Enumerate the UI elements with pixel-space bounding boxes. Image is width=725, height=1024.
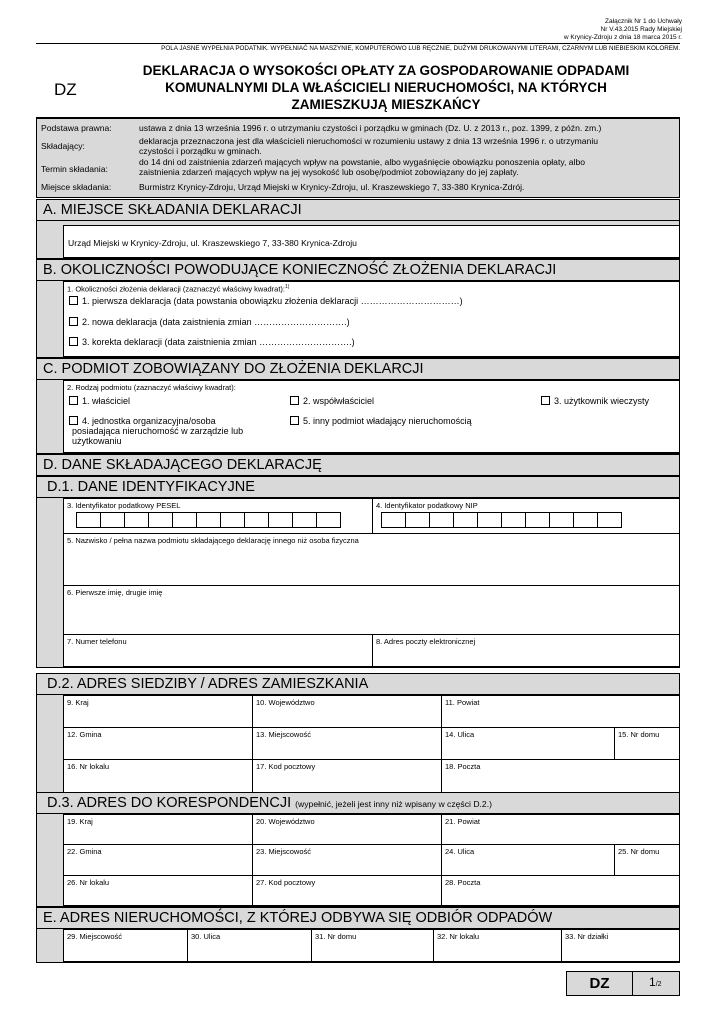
circumstances-label-text: 1. Okoliczności złożenia deklaracji (zaznaczyć właściwy kwadrat): xyxy=(67,284,285,294)
basis-value: ustawa z dnia 13 września 1996 r. o utrzymaniu czystości i porządku w gminach (Dz. U. z 2013 r., poz. 1399, z późn. zm.) xyxy=(139,123,602,133)
option-correction-label: 3. korekta deklaracji (data zaistnienia zmian ………………………….) xyxy=(82,337,355,347)
form-code: DZ xyxy=(54,80,77,99)
d2-postal-code-label: 17. Kod pocztowy xyxy=(256,762,316,771)
d3-post-office-field[interactable] xyxy=(441,875,680,906)
checkbox-new[interactable] xyxy=(69,317,78,326)
e-locality-field[interactable] xyxy=(63,929,188,962)
nip-digit-box[interactable] xyxy=(381,512,406,528)
d3-locality-field[interactable] xyxy=(252,844,442,876)
pesel-digit-box[interactable] xyxy=(220,512,245,528)
deadline-value xyxy=(139,157,585,177)
section-c-body xyxy=(36,380,680,454)
d2-postal-code-field[interactable] xyxy=(252,759,442,793)
first-names-label: 6. Pierwsze imię, drugie imię xyxy=(67,588,163,597)
nip-digit-box[interactable] xyxy=(501,512,526,528)
pesel-digit-box[interactable] xyxy=(100,512,125,528)
d3-locality-label: 23. Miejscowość xyxy=(256,847,312,856)
nip-digit-box[interactable] xyxy=(549,512,574,528)
footer-box xyxy=(566,971,680,996)
pesel-digit-box[interactable] xyxy=(124,512,149,528)
d2-street-field[interactable] xyxy=(441,727,615,760)
d2-locality-label: 13. Miejscowość xyxy=(256,730,312,739)
filer-value xyxy=(139,136,598,156)
d3-postal-code-field[interactable] xyxy=(252,875,442,906)
title-block xyxy=(36,52,680,118)
entity-name-label: 5. Nazwisko / pełna nazwa podmiotu składającego deklarację innego niż osoba fizyczna xyxy=(67,536,359,545)
e-street-label: 30. Ulica xyxy=(191,932,221,941)
e-street-field[interactable] xyxy=(187,929,312,962)
phone-field[interactable] xyxy=(63,634,373,667)
circumstances-field xyxy=(63,281,680,357)
option-first-label: 1. pierwsza deklaracja (data powstania obowiązku złożenia deklaracji ……………………………) xyxy=(82,296,463,306)
option-new-declaration[interactable] xyxy=(69,317,350,327)
title-line-3: ZAMIESZKUJĄ MIESZKAŃCY xyxy=(291,97,481,112)
section-a-title: A. MIEJSCE SKŁADANIA DEKLARACJI xyxy=(36,199,680,221)
option-perpetual-user-label: 3. użytkownik wieczysty xyxy=(554,396,650,406)
d2-voivodeship-label: 10. Województwo xyxy=(256,698,315,707)
d3-voivodeship-label: 20. Województwo xyxy=(256,817,315,826)
checkbox-other-entity[interactable] xyxy=(290,416,299,425)
option-owner-label: 1. właściciel xyxy=(82,396,131,406)
deadline-value-line-2: zaistnienia zdarzeń mających wpływ na jej wysokość lub osobę/podmiot zobowiązany do jej zapłaty. xyxy=(139,167,519,177)
pesel-digit-box[interactable] xyxy=(172,512,197,528)
d2-post-office-field[interactable] xyxy=(441,759,680,793)
d3-street-field[interactable] xyxy=(441,844,615,876)
nip-digit-box[interactable] xyxy=(453,512,478,528)
d2-commune-label: 12. Gmina xyxy=(67,730,102,739)
checkbox-owner[interactable] xyxy=(69,396,78,405)
d2-commune-field[interactable] xyxy=(63,727,253,760)
d3-county-field[interactable] xyxy=(441,814,680,845)
e-locality-label: 29. Miejscowość xyxy=(67,932,123,941)
d3-apartment-field[interactable] xyxy=(63,875,253,906)
option-correction[interactable] xyxy=(69,337,355,347)
e-house-number-field[interactable] xyxy=(311,929,434,962)
nip-digit-box[interactable] xyxy=(405,512,430,528)
section-e-body xyxy=(36,929,680,963)
office-address: Urząd Miejski w Krynicy-Zdroju, ul. Kraszewskiego 7, 33-380 Krynica-Zdroju xyxy=(68,238,357,248)
option-co-owner-label: 2. współwłaściciel xyxy=(303,396,375,406)
office-box xyxy=(63,225,680,258)
d2-street-label: 14. Ulica xyxy=(445,730,475,739)
d3-commune-field[interactable] xyxy=(63,844,253,876)
title-line-2: KOMUNALNYMI DLA WŁAŚCICIELI NIERUCHOMOŚCI, NA KTÓRYCH xyxy=(165,80,607,95)
d2-apartment-label: 16. Nr lokalu xyxy=(67,762,110,771)
section-d3-body xyxy=(36,814,680,907)
annex-line-1: Załącznik Nr 1 do Uchwały xyxy=(605,18,682,25)
page-current: 1 xyxy=(649,975,656,989)
nip-digit-box[interactable] xyxy=(597,512,622,528)
email-label: 8. Adres poczty elektronicznej xyxy=(376,637,476,646)
deadline-value-line-1: do 14 dni od zaistnienia zdarzeń mających wpływ na powstanie, albo wygaśnięcie obowiązku ponoszenia opłaty, albo xyxy=(139,157,586,167)
fill-instruction: POLA JASNE WYPEŁNIA PODATNIK. WYPEŁNIAĆ NA MASZYNIE, KOMPUTEROWO LUB RĘCZNIE, DUŻYMI DRUKOWANYMI LITERAMI, CZARNYM LUB NIEBIESKIM KOLOREM. xyxy=(36,43,680,52)
e-plot-number-field[interactable] xyxy=(561,929,680,962)
section-b-body xyxy=(36,281,680,358)
pesel-digit-box[interactable] xyxy=(316,512,341,528)
d2-house-number-field[interactable] xyxy=(614,727,680,760)
circumstances-label xyxy=(67,284,289,294)
email-field[interactable] xyxy=(372,634,680,667)
d2-country-field[interactable] xyxy=(63,695,253,728)
pesel-digit-box[interactable] xyxy=(148,512,173,528)
checkbox-organizational-unit[interactable] xyxy=(69,416,78,425)
option-owner[interactable] xyxy=(69,396,130,406)
footer-form-code: DZ xyxy=(567,972,633,995)
option-organizational-unit[interactable] xyxy=(69,416,243,446)
section-d2-body xyxy=(36,695,680,794)
d3-voivodeship-field[interactable] xyxy=(252,814,442,845)
info-block xyxy=(36,118,680,198)
page-total: /2 xyxy=(655,981,662,988)
first-names-field[interactable] xyxy=(63,585,680,635)
annex-line-2: Nr V.43.2015 Rady Miejskiej xyxy=(600,26,682,33)
option-org-line-1: 4. jednostka organizacyjna/osoba xyxy=(82,416,216,426)
pesel-digit-box[interactable] xyxy=(76,512,101,528)
entity-type-label: 2. Rodzaj podmiotu (zaznaczyć właściwy kwadrat): xyxy=(67,383,236,392)
d2-apartment-field[interactable] xyxy=(63,759,253,793)
deadline-label: Termin składania: xyxy=(41,164,108,174)
d2-house-number-label: 15. Nr domu xyxy=(618,730,660,739)
nip-digit-box[interactable] xyxy=(525,512,550,528)
nip-field[interactable] xyxy=(372,498,680,534)
e-plot-number-label: 33. Nr działki xyxy=(565,932,609,941)
d2-voivodeship-field[interactable] xyxy=(252,695,442,728)
option-new-label: 2. nowa deklaracja (data zaistnienia zmian ………………………….) xyxy=(82,317,350,327)
e-apartment-field[interactable] xyxy=(433,929,562,962)
d2-county-field[interactable] xyxy=(441,695,680,728)
d3-postal-code-label: 27. Kod pocztowy xyxy=(256,878,316,887)
d2-post-office-label: 18. Poczta xyxy=(445,762,481,771)
d3-post-office-label: 28. Poczta xyxy=(445,878,481,887)
entity-type-field xyxy=(63,380,680,453)
option-perpetual-user[interactable] xyxy=(541,396,649,406)
page-number xyxy=(649,975,662,989)
pesel-digit-box[interactable] xyxy=(292,512,317,528)
pesel-field[interactable] xyxy=(63,498,373,534)
option-other-entity-label: 5. inny podmiot władający nieruchomością xyxy=(303,416,472,426)
filer-value-line-2: czystości i porządku w gminach. xyxy=(139,146,262,156)
footnote-ref: 1) xyxy=(285,284,290,290)
d2-county-label: 11. Powiat xyxy=(445,698,480,707)
basis-label: Podstawa prawna: xyxy=(41,123,112,133)
e-apartment-label: 32. Nr lokalu xyxy=(437,932,480,941)
option-org-line-3: użytkowaniu xyxy=(72,436,122,446)
option-co-owner[interactable] xyxy=(290,396,374,406)
d3-country-field[interactable] xyxy=(63,814,253,845)
section-c-title: C. PODMIOT ZOBOWIĄZANY DO ZŁOŻENIA DEKLARCJI xyxy=(36,358,680,380)
nip-digit-box[interactable] xyxy=(477,512,502,528)
d2-locality-field[interactable] xyxy=(252,727,442,760)
checkbox-correction[interactable] xyxy=(69,337,78,346)
place-value: Burmistrz Krynicy-Zdroju, Urząd Miejski w Krynicy-Zdroju, ul. Kraszewskiego 7, 33-380 Krynica-Zdrój. xyxy=(139,182,525,192)
section-d1-body xyxy=(36,498,680,668)
section-b-title: B. OKOLICZNOŚCI POWODUJĄCE KONIECZNOŚĆ ZŁOŻENIA DEKLARACJI xyxy=(36,259,680,281)
checkbox-co-owner[interactable] xyxy=(290,396,299,405)
annex-note xyxy=(564,18,682,42)
pesel-digit-box[interactable] xyxy=(244,512,269,528)
d3-title-text: D.3. ADRES DO KORESPONDENCJI xyxy=(47,795,292,811)
annex-line-3: w Krynicy-Zdroju z dnia 18 marca 2015 r. xyxy=(563,34,682,41)
d3-note: (wypełnić, jeżeli jest inny niż wpisany w części D.2.) xyxy=(295,799,492,809)
d3-house-number-field[interactable] xyxy=(614,844,680,876)
section-d3-title xyxy=(36,792,680,814)
checkbox-first[interactable] xyxy=(69,296,78,305)
option-org-line-2: posiadająca nieruchomość w zarządzie lub xyxy=(72,426,244,436)
entity-name-field[interactable] xyxy=(63,533,680,586)
d3-commune-label: 22. Gmina xyxy=(67,847,102,856)
d3-apartment-label: 26. Nr lokalu xyxy=(67,878,110,887)
nip-label: 4. Identyfikator podatkowy NIP xyxy=(376,501,478,510)
filer-label: Składający: xyxy=(41,141,85,151)
section-d-title: D. DANE SKŁADAJĄCEGO DEKLARACJĘ xyxy=(36,454,680,476)
pesel-digit-box[interactable] xyxy=(196,512,221,528)
d3-house-number-label: 25. Nr domu xyxy=(618,847,660,856)
d3-street-label: 24. Ulica xyxy=(445,847,475,856)
d3-county-label: 21. Powiat xyxy=(445,817,481,826)
d3-country-label: 19. Kraj xyxy=(67,817,93,826)
nip-digit-box[interactable] xyxy=(573,512,598,528)
section-d1-title: D.1. DANE IDENTYFIKACYJNE xyxy=(36,476,680,498)
section-e-title: E. ADRES NIERUCHOMOŚCI, Z KTÓREJ ODBYWA SIĘ ODBIÓR ODPADÓW xyxy=(36,907,680,929)
pesel-digit-box[interactable] xyxy=(268,512,293,528)
option-first-declaration[interactable] xyxy=(69,296,463,306)
filer-value-line-1: deklaracja przeznaczona jest dla właścicieli nieruchomości w rozumieniu ustawy z dnia 13 września 1996 r. o utrzymaniu xyxy=(139,136,599,146)
e-house-number-label: 31. Nr domu xyxy=(315,932,357,941)
pesel-label: 3. Identyfikator podatkowy PESEL xyxy=(67,501,181,510)
checkbox-perpetual-user[interactable] xyxy=(541,396,550,405)
section-a-body xyxy=(36,221,680,259)
option-other-entity[interactable] xyxy=(290,416,472,426)
place-label: Miejsce składania: xyxy=(41,182,112,192)
phone-label: 7. Numer telefonu xyxy=(67,637,127,646)
nip-digit-box[interactable] xyxy=(429,512,454,528)
title-line-1: DEKLARACJA O WYSOKOŚCI OPŁATY ZA GOSPODAROWANIE ODPADAMI xyxy=(142,63,630,78)
section-d2-title: D.2. ADRES SIEDZIBY / ADRES ZAMIESZKANIA xyxy=(36,673,680,695)
form-title xyxy=(96,62,676,113)
d2-country-label: 9. Kraj xyxy=(67,698,89,707)
